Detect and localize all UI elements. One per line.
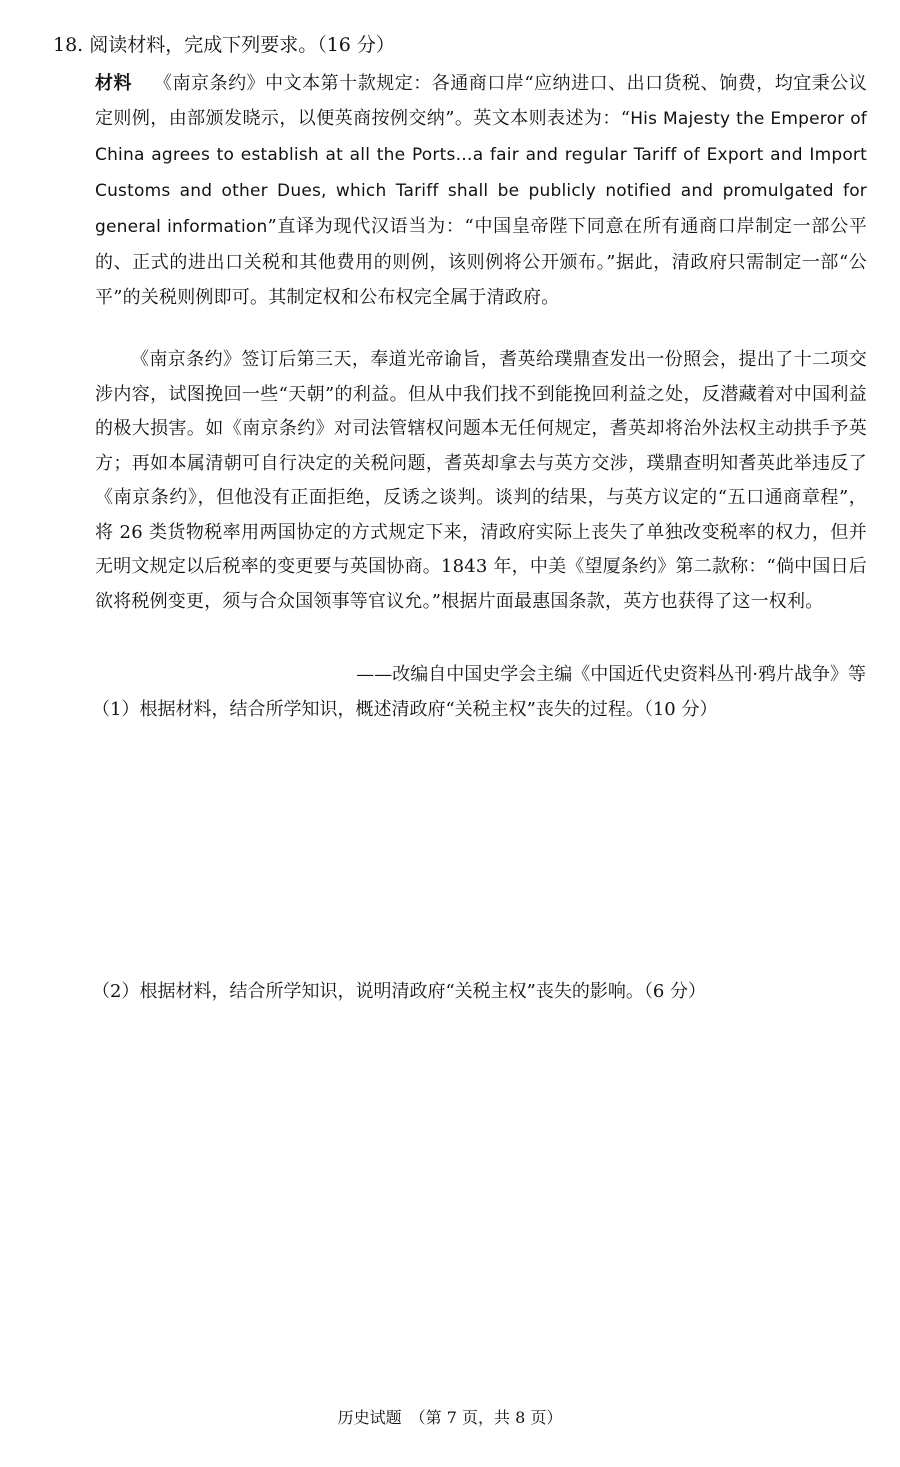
question-prompt: 阅读材料，完成下列要求。（16 分） xyxy=(89,34,395,56)
sub-question-2: （2）根据材料，结合所学知识，说明清政府“关税主权”丧失的影响。（6 分） xyxy=(92,981,707,1002)
answer-area-2[interactable] xyxy=(92,1012,862,1392)
material-paragraph-1 xyxy=(95,66,867,315)
material-paragraph-2: 《南京条约》签订后第三天，奉道光帝谕旨，耆英给璞鼎查发出一份照会，提出了十二项交涉内容，试图挽回一些“天朝”的利益。但从中我们找不到能挽回利益之处，反潜藏着对中国利益的极大损害。如《南京条约》对司法管辖权问题本无任何规定，耆英却将治外法权主动拱手予英方；再如本属清朝可自行决定的关税问题，耆英却拿去与英方交涉，璞鼎查明知耆英此举违反了《南京条约》，但他没有正面拒绝，反诱之谈判。谈判的结果，与英方议定的“五口通商章程”，将 26 类货物税率用两国协定的方式规定下来，清政府实际上丧失了单独改变税率的权力，但并无明文规定以后税率的变更要与英国协商。1843 年，中美《望厦条约》第二款称：“倘中国日后欲将税例变更，须与合众国领事等官议允。”根据片面最惠国条款，英方也获得了这一权利。 xyxy=(95,349,867,612)
material-p1-chinese-part-b: ”直译为现代汉语当为：“中国皇帝陛下同意在所有通商口岸制定一部公平的、正式的进出口关税和其他费用的则例，该则例将公开颁布。”据此，清政府只需制定一部“公平”的关税则例即可。其制定权和公布权完全属于清政府。 xyxy=(95,216,867,308)
question-number: 18. xyxy=(53,34,84,56)
page-footer: 历史试题 （第 7 页，共 8 页） xyxy=(337,1408,563,1427)
material-p1-chinese-part-a: 《南京条约》中文本第十款规定：各通商口岸“应纳进口、出口货税、饷费，均宜秉公议定则例，由部颁发晓示，以便英商按例交纳”。英文本则表述为：“ xyxy=(95,73,867,129)
question-header xyxy=(53,32,395,58)
sub-question-1: （1）根据材料，结合所学知识，概述清政府“关税主权”丧失的过程。（10 分） xyxy=(92,699,718,720)
material-label: 材料 xyxy=(95,73,133,94)
material-source: ——改编自中国史学会主编《中国近代史资料丛刊·鸦片战争》等 xyxy=(356,664,866,685)
material-p1-english-quote: His Majesty the Emperor of China agrees to establish at all the Ports…a fair and regular Tariff of Export and Import Customs and other Dues, which Tariff shall be publicly notified and promulgated for general information xyxy=(95,109,867,237)
answer-area-1[interactable] xyxy=(92,730,862,970)
